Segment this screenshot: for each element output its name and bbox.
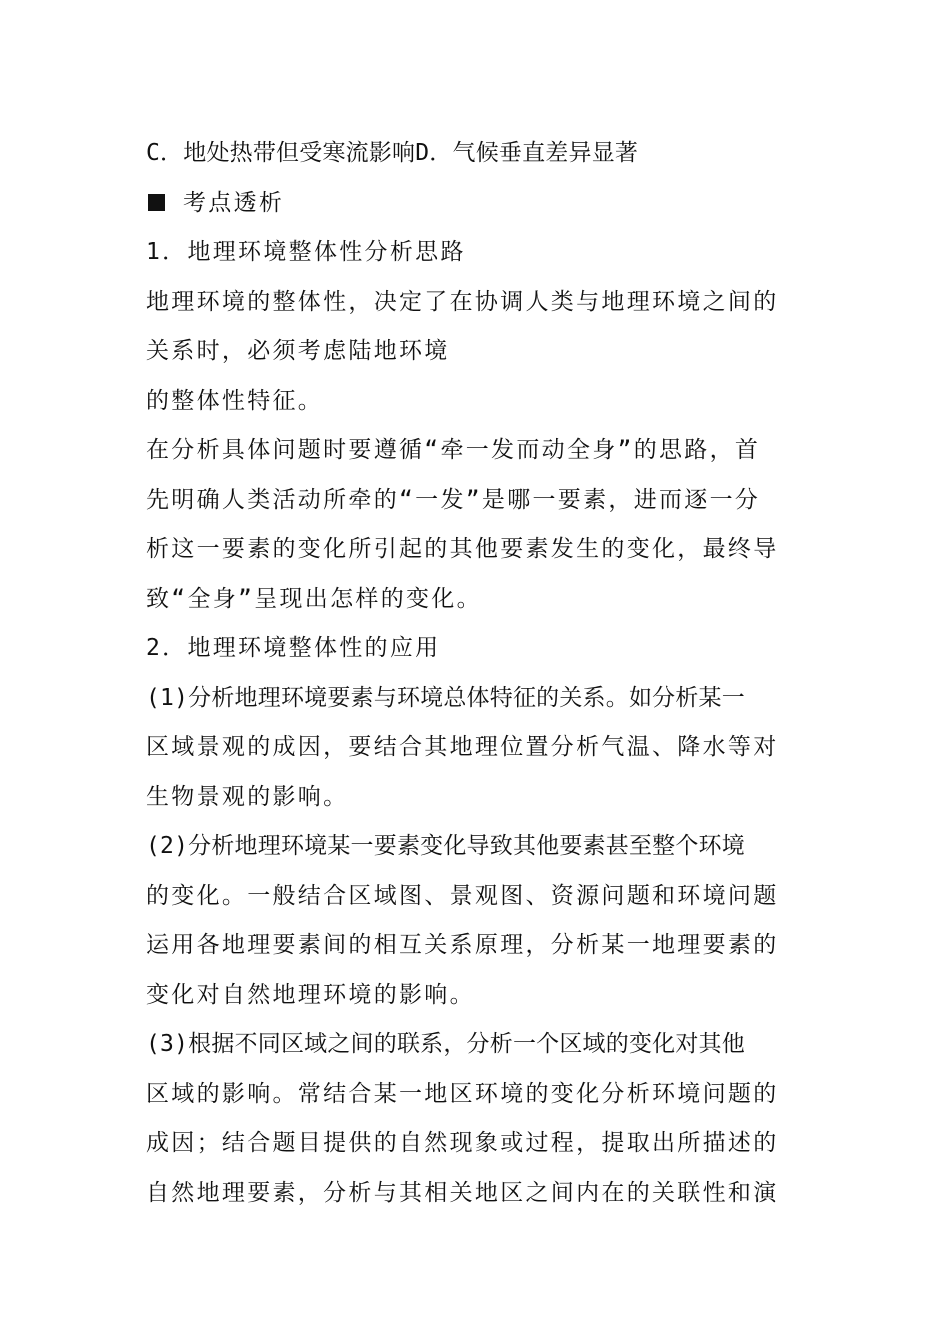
paragraph-line: 变化对自然地理环境的影响。 — [146, 981, 475, 1008]
subheading-1: 1．地理环境整体性分析思路 — [146, 239, 466, 265]
paragraph-line: (1)分析地理环境要素与环境总体特征的关系。如分析某一 — [146, 684, 745, 711]
paragraph-line: 关系时，必须考虑陆地环境 — [146, 338, 450, 364]
paragraph-line: 区域景观的成因，要结合其地理位置分析气温、降水等对 — [146, 734, 779, 760]
paragraph-line: 的整体性特征。 — [146, 387, 324, 414]
paragraph-line: 在分析具体问题时要遵循“牵一发而动全身”的思路，首 — [146, 437, 761, 463]
section-heading-text: 考点透析 — [183, 189, 285, 216]
subheading-2: 2．地理环境整体性的应用 — [146, 635, 441, 661]
paragraph-line: 的变化。一般结合区域图、景观图、资源问题和环境问题 — [146, 882, 779, 909]
paragraph-line: 运用各地理要素间的相互关系原理，分析某一地理要素的 — [146, 932, 779, 958]
paragraph-line: 自然地理要素，分析与其相关地区之间内在的关联性和演 — [146, 1179, 779, 1206]
black-square-icon — [148, 194, 165, 211]
paragraph-line: 生物景观的影响。 — [146, 783, 349, 810]
paragraph-line: 析这一要素的变化所引起的其他要素发生的变化，最终导 — [146, 536, 779, 562]
paragraph-line: 致“全身”呈现出怎样的变化。 — [146, 585, 482, 612]
document-body — [146, 129, 808, 1218]
paragraph-line: 区域的影响。常结合某一地区环境的变化分析环境问题的 — [146, 1080, 779, 1107]
paragraph-line: 地理环境的整体性，决定了在协调人类与地理环境之间的 — [146, 288, 779, 315]
paragraph-line: (3)根据不同区域之间的联系，分析一个区域的变化对其他 — [146, 1031, 745, 1057]
section-heading — [146, 179, 808, 229]
paragraph-line: (2)分析地理环境某一要素变化导致其他要素甚至整个环境 — [146, 833, 745, 859]
paragraph-line: 成因；结合题目提供的自然现象或过程，提取出所描述的 — [146, 1130, 779, 1156]
option-line-c-d: C．地处热带但受寒流影响D．气候垂直差异显著 — [146, 140, 639, 166]
paragraph-line: 先明确人类活动所牵的“一发”是哪一要素，进而逐一分 — [146, 486, 761, 513]
